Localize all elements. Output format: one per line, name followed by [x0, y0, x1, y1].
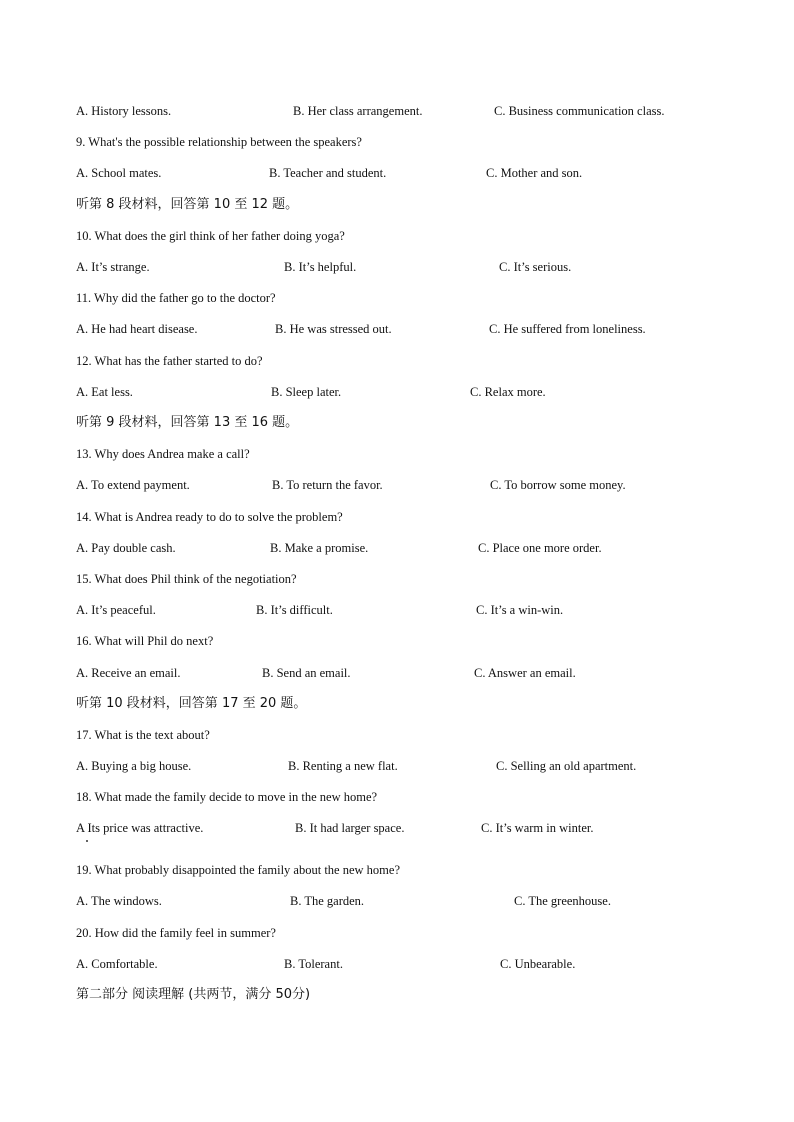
option-b: B. It had larger space. [295, 821, 405, 835]
option-c: C. It’s warm in winter. [481, 821, 594, 835]
option-c: C. The greenhouse. [514, 894, 611, 908]
option-a: A. The windows. [76, 894, 162, 908]
option-c: C. Relax more. [470, 385, 546, 399]
option-a: A. Buying a big house. [76, 759, 192, 773]
question-text: 10. What does the girl think of her father doing yoga? [76, 229, 345, 243]
option-b: B. Renting a new flat. [288, 759, 398, 773]
option-a: A. It’s strange. [76, 260, 150, 274]
option-b: B. Send an email. [262, 666, 351, 680]
option-b: B. He was stressed out. [275, 322, 392, 336]
section-instruction: 听第 10 段材料，回答第 17 至 20 题。 [76, 696, 307, 711]
option-c: C. To borrow some money. [490, 478, 626, 492]
option-b: B. It’s difficult. [256, 603, 333, 617]
question-text: 16. What will Phil do next? [76, 634, 214, 648]
option-b: B. Tolerant. [284, 957, 343, 971]
stray-dot [86, 840, 88, 842]
option-b: B. Her class arrangement. [293, 104, 423, 118]
question-text: 11. Why did the father go to the doctor? [76, 291, 276, 305]
option-b: B. The garden. [290, 894, 365, 908]
question-text: 9. What's the possible relationship between the speakers? [76, 135, 362, 149]
option-a: A. Pay double cash. [76, 541, 176, 555]
option-c: C. Mother and son. [486, 166, 583, 180]
question-text: 20. How did the family feel in summer? [76, 926, 276, 940]
question-text: 15. What does Phil think of the negotiation? [76, 572, 297, 586]
option-b: B. It’s helpful. [284, 260, 357, 274]
option-a: A. Eat less. [76, 385, 133, 399]
option-b: B. To return the favor. [272, 478, 383, 492]
option-a: A. It’s peaceful. [76, 603, 156, 617]
option-c: C. Business communication class. [494, 104, 665, 118]
option-c: C. Selling an old apartment. [496, 759, 637, 773]
option-a: A. Receive an email. [76, 666, 181, 680]
option-a: A. School mates. [76, 166, 162, 180]
section-instruction: 听第 8 段材料，回答第 10 至 12 题。 [76, 197, 299, 212]
option-c: C. Unbearable. [500, 957, 576, 971]
question-text: 19. What probably disappointed the family about the new home? [76, 863, 400, 877]
question-text: 18. What made the family decide to move in the new home? [76, 790, 378, 804]
option-c: C. He suffered from loneliness. [489, 322, 646, 336]
question-text: 14. What is Andrea ready to do to solve the problem? [76, 510, 343, 524]
option-a: A. To extend payment. [76, 478, 190, 492]
option-c: C. Place one more order. [478, 541, 602, 555]
option-a: A Its price was attractive. [76, 821, 204, 835]
section-instruction: 听第 9 段材料，回答第 13 至 16 题。 [76, 415, 299, 430]
option-c: C. It’s a win-win. [476, 603, 564, 617]
question-text: 12. What has the father started to do? [76, 354, 263, 368]
option-a: A. History lessons. [76, 104, 172, 118]
section-instruction: 第二部分 阅读理解 (共两节，满分 50分) [76, 987, 311, 1002]
option-c: C. Answer an email. [474, 666, 576, 680]
question-text: 13. Why does Andrea make a call? [76, 447, 250, 461]
option-a: A. He had heart disease. [76, 322, 198, 336]
option-b: B. Make a promise. [270, 541, 369, 555]
option-a: A. Comfortable. [76, 957, 158, 971]
option-b: B. Teacher and student. [269, 166, 387, 180]
option-b: B. Sleep later. [271, 385, 342, 399]
option-c: C. It’s serious. [499, 260, 572, 274]
question-text: 17. What is the text about? [76, 728, 210, 742]
